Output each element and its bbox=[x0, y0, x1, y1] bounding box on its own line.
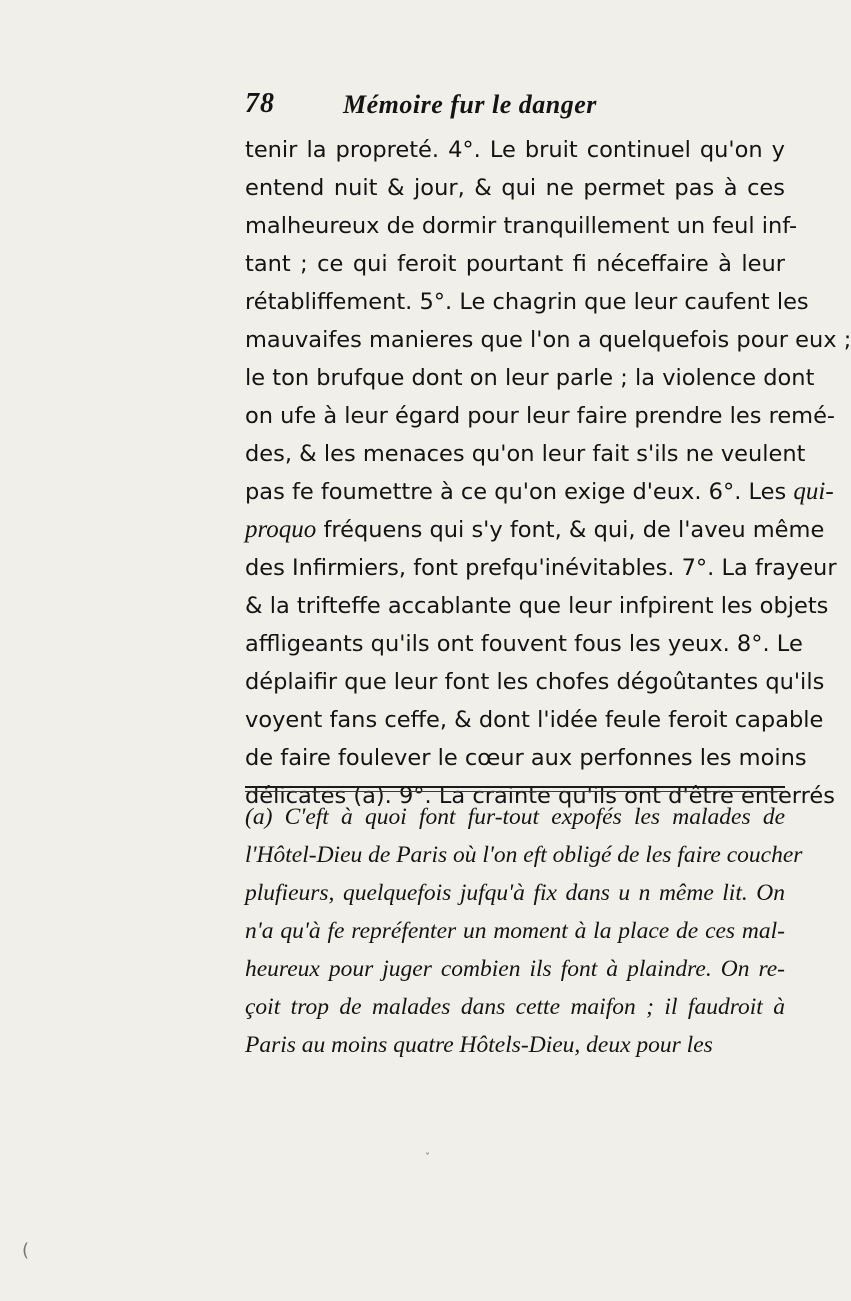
body-line: le ton brufque dont on leur parle ; la violence dont bbox=[245, 365, 815, 391]
body-line: malheureux de dormir tranquillement un feul inf- bbox=[245, 213, 798, 239]
body-line: des Infirmiers, font prefqu'inévitables. 7°. La frayeur bbox=[245, 555, 837, 581]
body-line: de faire foulever le cœur aux perfonnes les moins bbox=[245, 745, 807, 771]
body-line: pas fe foumettre à ce qu'on exige d'eux. 6°. Les qui- bbox=[245, 478, 834, 505]
body-line: déplaifir que leur font les chofes dégoûtantes qu'ils bbox=[245, 669, 825, 695]
body-line: rétabliffement. 5°. Le chagrin que leur caufent les bbox=[245, 289, 809, 315]
page-edge-mark: ( bbox=[22, 1240, 30, 1261]
footnote-line: n'a qu'à fe repréfenter un moment à la place de ces mal- bbox=[245, 918, 785, 944]
body-text bbox=[245, 131, 851, 815]
italic-term: qui- bbox=[793, 478, 834, 505]
page-number: 78 bbox=[245, 88, 275, 119]
ink-speck: ˇ bbox=[425, 1153, 430, 1164]
footnote-line: Paris au moins quatre Hôtels-Dieu, deux pour les bbox=[245, 1032, 713, 1058]
body-line: délicates (a). 9°. La crainte qu'ils ont d'être enterrés bbox=[245, 783, 835, 809]
footnote-line: heureux pour juger combien ils font à plaindre. On re- bbox=[245, 956, 785, 982]
running-head bbox=[245, 88, 785, 128]
body-line: tant ; ce qui feroit pourtant fi néceffaire à leur bbox=[245, 251, 785, 277]
body-line: entend nuit & jour, & qui ne permet pas à ces bbox=[245, 175, 785, 201]
footnote-rule bbox=[245, 786, 785, 792]
body-line: tenir la propreté. 4°. Le bruit continuel qu'on y bbox=[245, 137, 785, 163]
footnote-line: (a) C'eft à quoi font fur-tout expofés les malades de bbox=[245, 804, 785, 830]
body-line: des, & les menaces qu'on leur fait s'ils ne veulent bbox=[245, 441, 806, 467]
body-line: & la trifteffe accablante que leur infpirent les objets bbox=[245, 593, 829, 619]
italic-term: proquo bbox=[245, 516, 317, 543]
running-title: Mémoire fur le danger bbox=[343, 90, 597, 119]
body-line: on ufe à leur égard pour leur faire prendre les remé- bbox=[245, 403, 836, 429]
body-line: proquo fréquens qui s'y font, & qui, de l'aveu même bbox=[245, 516, 825, 543]
footnote bbox=[245, 798, 803, 1064]
body-line: affligeants qu'ils ont fouvent fous les yeux. 8°. Le bbox=[245, 631, 803, 657]
footnote-line: l'Hôtel-Dieu de Paris où l'on eft obligé de les faire coucher bbox=[245, 842, 803, 868]
body-line: mauvaifes manieres que l'on a quelquefois pour eux ; bbox=[245, 327, 851, 353]
footnote-line: çoit trop de malades dans cette maifon ; il faudroit à bbox=[245, 994, 785, 1020]
footnote-line: plufieurs, quelquefois jufqu'à fix dans u n même lit. On bbox=[245, 880, 785, 906]
body-line: voyent fans ceffe, & dont l'idée feule feroit capable bbox=[245, 707, 824, 733]
